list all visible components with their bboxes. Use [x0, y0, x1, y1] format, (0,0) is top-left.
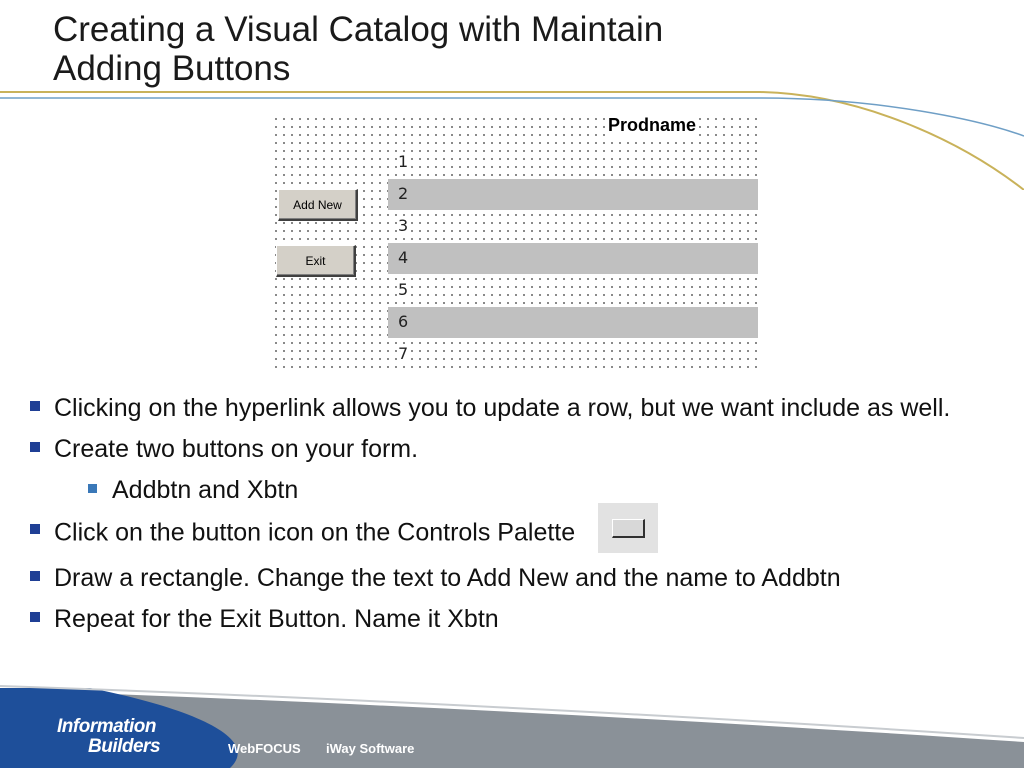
- row-number: 6: [398, 312, 409, 331]
- square-bullet-icon: [30, 612, 40, 622]
- bullet-item: [30, 562, 990, 594]
- sub-bullet-item: [88, 474, 990, 506]
- button-tool-icon: [598, 503, 658, 553]
- square-bullet-icon: [30, 571, 40, 581]
- add-new-button[interactable]: Add New: [278, 189, 358, 221]
- bullet-text: Create two buttons on your form.: [54, 435, 419, 463]
- prodname-column-header: Prodname: [608, 115, 697, 135]
- row-number: 7: [398, 344, 409, 363]
- bullet-text: Repeat for the Exit Button. Name it Xbtn: [54, 605, 499, 633]
- list-item: [388, 179, 758, 210]
- bullet-text: Draw a rectangle. Change the text to Add New and the name to Addbtn: [54, 564, 841, 592]
- square-bullet-icon: [30, 442, 40, 452]
- iway-software-link[interactable]: iWay Software: [326, 741, 415, 756]
- list-item: [388, 275, 758, 306]
- row-number: 2: [398, 184, 409, 203]
- square-bullet-icon: [30, 401, 40, 411]
- list-item: [388, 211, 758, 242]
- row-number: 1: [398, 152, 409, 171]
- bullet-item: [30, 603, 990, 635]
- bullet-item: [30, 392, 990, 424]
- slide-title-line-1: Creating a Visual Catalog with Maintain: [53, 10, 664, 49]
- list-item: [388, 243, 758, 274]
- bullet-text: Addbtn and Xbtn: [112, 476, 299, 504]
- bullet-item: [30, 433, 990, 465]
- brand-logo-line-2: Builders: [88, 736, 161, 757]
- brand-logo-line-1: Information: [57, 716, 156, 737]
- bullet-list: [30, 392, 990, 644]
- bullet-text: Click on the button icon on the Controls Palette: [54, 518, 576, 547]
- list-item: [388, 339, 758, 370]
- square-bullet-icon: [88, 484, 97, 493]
- list-item: [388, 307, 758, 338]
- list-item: [388, 147, 758, 178]
- bullet-item: [30, 515, 990, 553]
- row-number: 3: [398, 216, 409, 235]
- exit-button[interactable]: Exit: [276, 245, 356, 277]
- webfocus-link[interactable]: WebFOCUS: [228, 741, 301, 756]
- square-bullet-icon: [30, 524, 40, 534]
- slide-title-line-2: Adding Buttons: [53, 49, 291, 88]
- slide-title: [53, 10, 663, 88]
- bullet-text: Clicking on the hyperlink allows you to update a row, but we want include as well.: [54, 394, 951, 422]
- row-number: 4: [398, 248, 409, 267]
- form-designer-screenshot: [270, 113, 758, 370]
- row-number: 5: [398, 280, 409, 299]
